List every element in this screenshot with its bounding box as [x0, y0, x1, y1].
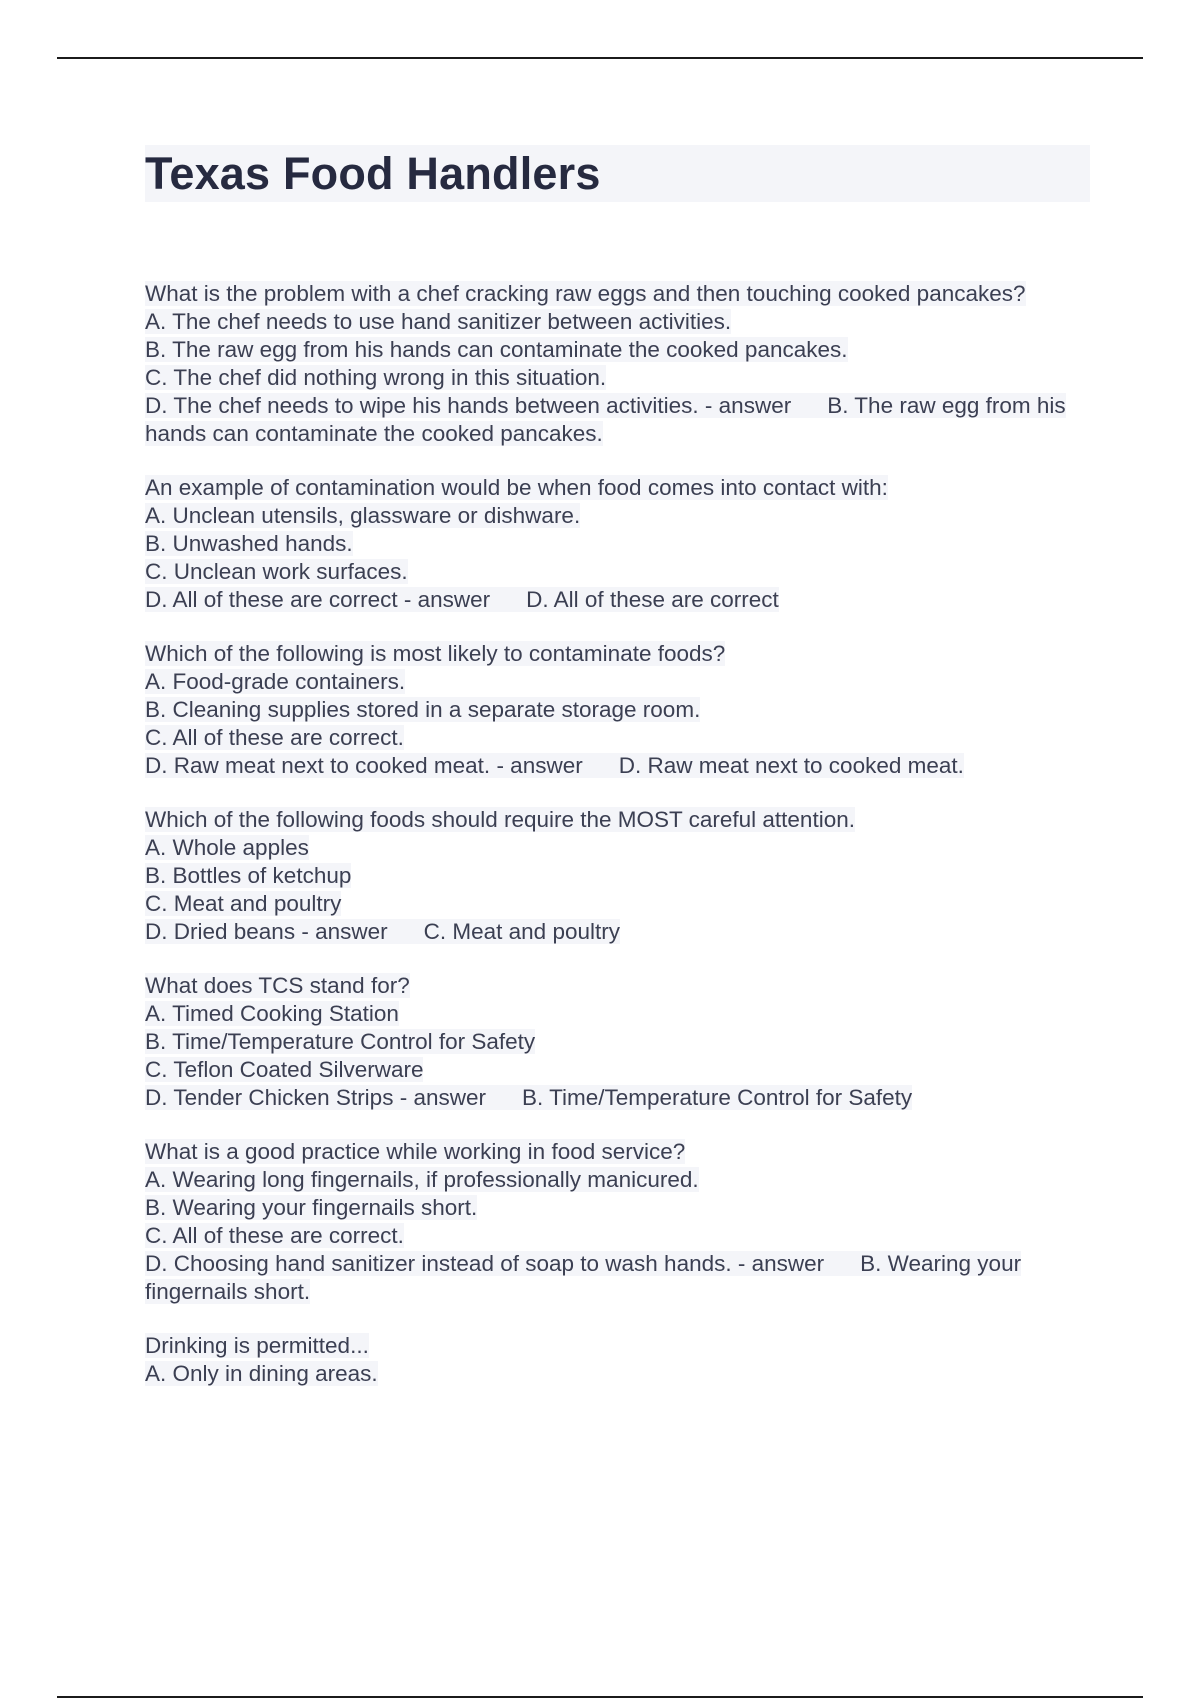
answer-option: C. Unclean work surfaces. [145, 559, 408, 584]
answer-option: B. Bottles of ketchup [145, 863, 352, 888]
answer-option: A. Only in dining areas. [145, 1361, 378, 1386]
answer-option: C. Teflon Coated Silverware [145, 1057, 424, 1082]
question-block [145, 1138, 1090, 1306]
answer-option: C. All of these are correct. [145, 1223, 404, 1248]
correct-answer: B. Wearing your fingernails short. [145, 1251, 1022, 1304]
question-prompt: What is the problem with a chef cracking raw eggs and then touching cooked pancakes? [145, 281, 1026, 306]
question-prompt-line [145, 972, 1090, 1000]
answer-option-line [145, 1056, 1090, 1084]
answer-marker: - answer [737, 1251, 825, 1276]
question-block [145, 806, 1090, 946]
answer-option: C. All of these are correct. [145, 725, 404, 750]
answer-option: D. Tender Chicken Strips [145, 1085, 394, 1110]
answer-option: C. Meat and poultry [145, 891, 342, 916]
answer-option: D. Raw meat next to cooked meat. [145, 753, 491, 778]
answer-option-line [145, 1194, 1090, 1222]
answer-option-line [145, 890, 1090, 918]
option-with-answer [145, 1251, 1021, 1304]
answer-option-line [145, 1028, 1090, 1056]
answer-option: A. Food-grade containers. [145, 669, 406, 694]
correct-answer: C. Meat and poultry [423, 919, 620, 944]
question-prompt: Which of the following foods should require the MOST careful attention. [145, 807, 855, 832]
question-prompt: What is a good practice while working in food service? [145, 1139, 686, 1164]
question-prompt-line [145, 1332, 1090, 1360]
answer-option-line [145, 724, 1090, 752]
answer-option: D. Choosing hand sanitizer instead of soap to wash hands. [145, 1251, 732, 1276]
answer-option: B. The raw egg from his hands can contaminate the cooked pancakes. [145, 337, 848, 362]
answer-option-line [145, 1166, 1090, 1194]
question-block [145, 280, 1090, 448]
answer-option-line [145, 586, 1090, 614]
title-band [145, 145, 1090, 202]
answer-marker: - answer [496, 753, 583, 778]
answer-option: B. Time/Temperature Control for Safety [145, 1029, 536, 1054]
question-prompt-line [145, 474, 1090, 502]
question-block [145, 640, 1090, 780]
answer-option: A. Whole apples [145, 835, 309, 860]
question-prompt: Drinking is permitted... [145, 1333, 369, 1358]
question-prompt-line [145, 280, 1090, 308]
answer-option-line [145, 668, 1090, 696]
correct-answer: B. Time/Temperature Control for Safety [522, 1085, 913, 1110]
option-with-answer [145, 1085, 912, 1110]
question-prompt-line [145, 1138, 1090, 1166]
option-with-answer [145, 919, 620, 944]
page-title: Texas Food Handlers [145, 147, 601, 199]
answer-option: B. Wearing your fingernails short. [145, 1195, 478, 1220]
answer-option: B. Unwashed hands. [145, 531, 353, 556]
answer-option-line [145, 530, 1090, 558]
answer-marker: - answer [704, 393, 792, 418]
question-block [145, 972, 1090, 1112]
answer-marker: - answer [399, 1085, 486, 1110]
answer-option-line [145, 392, 1090, 448]
question-block [145, 474, 1090, 614]
question-prompt: Which of the following is most likely to contaminate foods? [145, 641, 726, 666]
answer-option-line [145, 1250, 1090, 1306]
answer-option: C. The chef did nothing wrong in this situation. [145, 365, 607, 390]
answer-option-line [145, 308, 1090, 336]
answer-option-line [145, 752, 1090, 780]
answer-option-line [145, 558, 1090, 586]
answer-option: B. Cleaning supplies stored in a separate storage room. [145, 697, 701, 722]
answer-option: A. Timed Cooking Station [145, 1001, 399, 1026]
answer-option-line [145, 834, 1090, 862]
question-prompt: What does TCS stand for? [145, 973, 410, 998]
bottom-rule [57, 1696, 1143, 1698]
answer-option: D. Dried beans [145, 919, 296, 944]
answer-option: D. The chef needs to wipe his hands between activities. [145, 393, 699, 418]
option-with-answer [145, 587, 779, 612]
answer-option: A. The chef needs to use hand sanitizer between activities. [145, 309, 732, 334]
answer-option-line [145, 1084, 1090, 1112]
question-prompt: An example of contamination would be when food comes into contact with: [145, 475, 888, 500]
correct-answer: B. The raw egg from his hands can contaminate the cooked pancakes. [145, 393, 1066, 446]
answer-option-line [145, 862, 1090, 890]
answer-option-line [145, 1000, 1090, 1028]
answer-option: D. All of these are correct [145, 587, 398, 612]
answer-option-line [145, 364, 1090, 392]
answer-option-line [145, 502, 1090, 530]
document-body [145, 145, 1090, 1414]
answer-option-line [145, 1222, 1090, 1250]
top-rule [57, 57, 1143, 59]
question-prompt-line [145, 640, 1090, 668]
option-with-answer [145, 393, 1066, 446]
correct-answer: D. Raw meat next to cooked meat. [618, 753, 964, 778]
question-list [145, 280, 1090, 1388]
answer-option-line [145, 918, 1090, 946]
option-with-answer [145, 753, 964, 778]
answer-option-line [145, 1360, 1090, 1388]
answer-option: A. Wearing long fingernails, if professionally manicured. [145, 1167, 699, 1192]
question-block [145, 1332, 1090, 1388]
answer-option: A. Unclean utensils, glassware or dishware. [145, 503, 581, 528]
question-prompt-line [145, 806, 1090, 834]
answer-option-line [145, 336, 1090, 364]
answer-marker: - answer [403, 587, 491, 612]
answer-marker: - answer [301, 919, 388, 944]
correct-answer: D. All of these are correct [526, 587, 779, 612]
answer-option-line [145, 696, 1090, 724]
